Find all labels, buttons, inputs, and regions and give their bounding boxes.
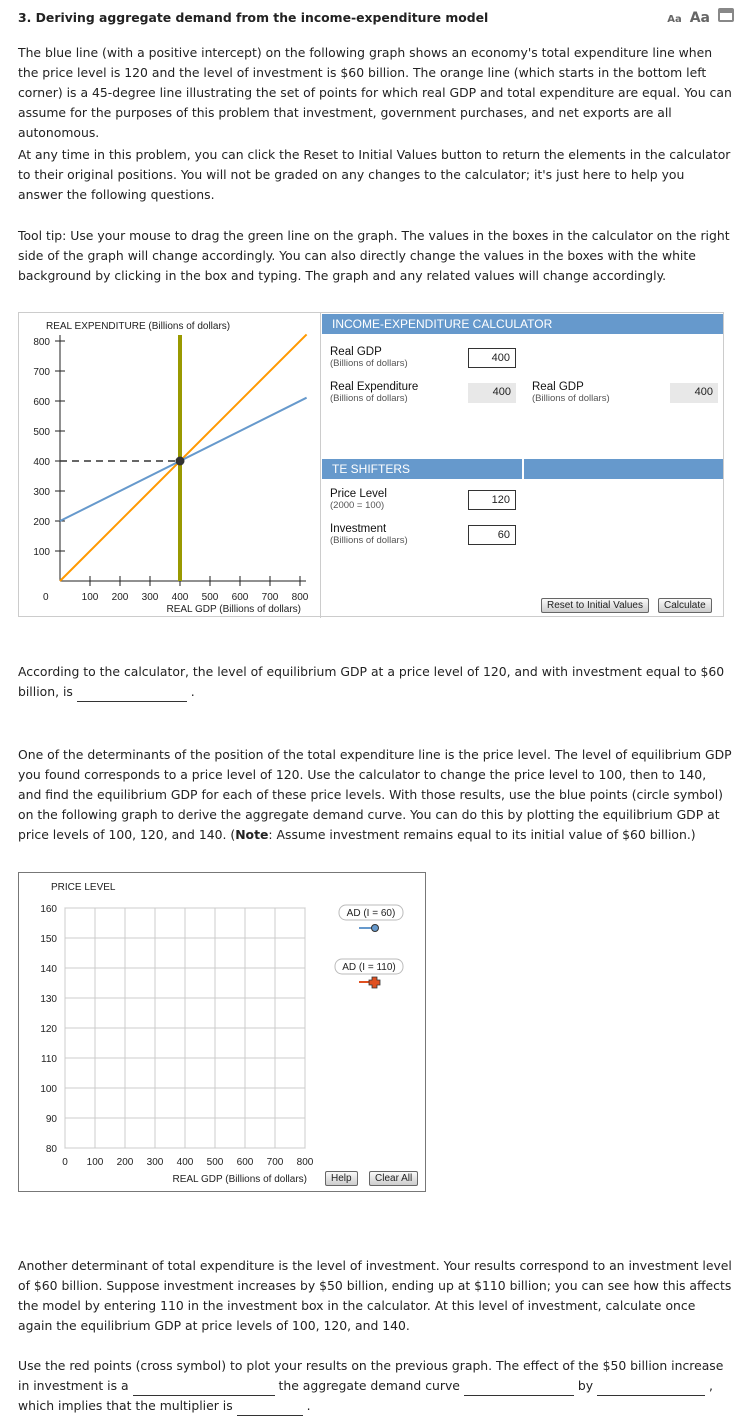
x-tick-label: 300	[146, 1157, 164, 1168]
x-tick-label: 100	[81, 592, 99, 603]
x-tick-label: 0	[62, 1157, 68, 1168]
y-tick-label: 600	[33, 397, 50, 408]
shift-amount-dropdown[interactable]	[464, 1382, 574, 1396]
y-tick-label: 700	[33, 367, 50, 378]
price-level-paragraph: One of the determinants of the position of the total expenditure line is the price level. The level of equilibrium GDP you found corresponds to a price level of 120. Use the calculator to change the price level to 100, then to 140, and find the equilibrium GDP for each of these price levels. With those results, use the blue points (circle symbol) on the following graph to derive the aggregate demand curve. You can do this by plotting the equilibrium GDP at price levels of 100, 120, and 140. (Note: Assume investment remains equal to its initial value of $60 billion.)	[18, 747, 732, 842]
x-tick-label: 100	[86, 1157, 104, 1168]
calculator-header: INCOME-EXPENDITURE CALCULATOR	[322, 314, 723, 334]
x-tick-label: 400	[176, 1157, 194, 1168]
y-tick-label: 100	[40, 1084, 57, 1095]
font-small-button[interactable]: Aa	[667, 14, 682, 25]
help-button[interactable]: Help	[325, 1171, 358, 1186]
y-tick-label: 100	[33, 547, 50, 558]
price-level-label: Price Level (2000 = 100)	[330, 488, 387, 511]
y-tick-label: 160	[40, 904, 57, 915]
equilibrium-point	[176, 457, 185, 466]
svg-text:AD (I = 60): AD (I = 60)	[346, 908, 396, 919]
question-title: 3. Deriving aggregate demand from the income-expenditure model	[18, 10, 489, 25]
legend-ad-110[interactable]	[335, 959, 403, 988]
aggregate-demand-widget	[18, 872, 426, 1192]
question-ad-shift: Use the red points (cross symbol) to plot your results on the previous graph. The effect of the $50 billion increase in investment is a the aggregate demand curve by , which implies that the multiplier is .	[18, 1356, 733, 1416]
tooltip-paragraph: Tool tip: Use your mouse to drag the green line on the graph. The values in the boxes in the calculator on the right side of the graph will change accordingly. You can also directly change the values in the boxes with the white background by clicking in the box and typing. The graph and any related values will change accordingly.	[18, 228, 730, 283]
x-tick-label: 800	[296, 1157, 314, 1168]
x-tick-label: 600	[231, 592, 249, 603]
printer-icon[interactable]	[718, 8, 734, 22]
x-tick-label: 700	[261, 592, 279, 603]
x-tick-label: 300	[141, 592, 159, 603]
intro-paragraph: The blue line (with a positive intercept) on the following graph shows an economy's total expenditure line when the price level is 120 and the level of investment is $60 billion. The orange line (which starts in the bottom left corner) is a 45-degree line illustrating the set of points for which real GDP and total expenditure are equal. You can assume for the purposes of this problem that investment, government purchases, and net exports are all autonomous.	[18, 45, 732, 140]
te-shifters-header: TE SHIFTERS	[322, 459, 522, 479]
svg-text:AD (I = 110): AD (I = 110)	[342, 962, 396, 973]
investment-paragraph: Another determinant of total expenditure is the level of investment. Your results correspond to an investment level of $60 billion. Suppose investment increases by $50 billion, ending up at $110 billion; you can see how this affects the model by entering 110 in the investment box in the calculator. At this level of investment, calculate once again the equilibrium GDP at price levels of 100, 120, and 140.	[18, 1258, 732, 1333]
y-tick-label: 500	[33, 427, 50, 438]
origin-label: 0	[43, 592, 49, 603]
x-tick-label: 200	[111, 592, 129, 603]
reset-button[interactable]: Reset to Initial Values	[541, 598, 649, 613]
circle-symbol-icon	[372, 925, 379, 932]
real-gdp-label: Real GDP (Billions of dollars)	[330, 346, 408, 369]
aggregate-demand-graph	[19, 873, 425, 1191]
x-tick-label: 200	[116, 1157, 134, 1168]
income-expenditure-graph	[19, 313, 319, 618]
x-axis-label: REAL GDP (Billions of dollars)	[172, 1174, 307, 1185]
shift-direction-dropdown[interactable]	[133, 1382, 275, 1396]
shift-value-dropdown[interactable]	[597, 1382, 705, 1396]
y-axis-label: REAL EXPENDITURE (Billions of dollars)	[46, 321, 231, 332]
legend-ad-60[interactable]	[339, 905, 403, 932]
calculate-button[interactable]: Calculate	[658, 598, 712, 613]
price-level-input[interactable]: 120	[468, 490, 516, 510]
question-equilibrium-gdp: According to the calculator, the level of equilibrium GDP at a price level of 120, and with investment equal to $60 billion, is .	[18, 662, 733, 702]
font-large-button[interactable]: Aa	[689, 10, 710, 26]
y-tick-label: 400	[33, 457, 50, 468]
multiplier-dropdown[interactable]	[237, 1402, 303, 1416]
x-tick-label: 400	[171, 592, 189, 603]
real-expenditure-label: Real Expenditure (Billions of dollars)	[330, 381, 419, 404]
y-tick-label: 110	[41, 1054, 57, 1065]
clear-all-button[interactable]: Clear All	[369, 1171, 418, 1186]
cross-symbol-icon	[369, 977, 380, 988]
x-tick-label: 600	[236, 1157, 254, 1168]
y-tick-label: 800	[33, 337, 50, 348]
toolbar	[667, 8, 734, 26]
y-tick-label: 120	[40, 1024, 57, 1035]
y-tick-label: 150	[40, 934, 57, 945]
investment-input[interactable]: 60	[468, 525, 516, 545]
income-expenditure-widget	[18, 312, 724, 617]
x-tick-label: 800	[291, 592, 309, 603]
y-axis-label: PRICE LEVEL	[51, 882, 116, 893]
45-degree-line	[60, 334, 307, 581]
x-axis-label: REAL GDP (Billions of dollars)	[166, 604, 301, 615]
real-gdp-input[interactable]: 400	[468, 348, 516, 368]
equilibrium-gdp-answer-dropdown[interactable]	[77, 688, 187, 702]
x-tick-label: 700	[266, 1157, 284, 1168]
te-shifters-header-right	[524, 459, 723, 479]
y-tick-label: 80	[45, 1144, 57, 1155]
y-tick-label: 300	[33, 487, 50, 498]
y-tick-label: 140	[40, 964, 57, 975]
y-tick-label: 90	[45, 1114, 57, 1125]
y-tick-label: 200	[33, 517, 50, 528]
x-tick-label: 500	[206, 1157, 224, 1168]
real-gdp-output-label: Real GDP (Billions of dollars)	[532, 381, 610, 404]
real-expenditure-value: 400	[468, 383, 516, 403]
investment-label: Investment (Billions of dollars)	[330, 523, 408, 546]
y-tick-label: 130	[40, 994, 57, 1005]
reset-paragraph: At any time in this problem, you can click the Reset to Initial Values button to return the elements in the calculator to their original positions. You will not be graded on any changes to the calculator; it's just here to help you answer the following questions.	[18, 147, 731, 202]
real-gdp-output-value: 400	[670, 383, 718, 403]
x-tick-label: 500	[201, 592, 219, 603]
